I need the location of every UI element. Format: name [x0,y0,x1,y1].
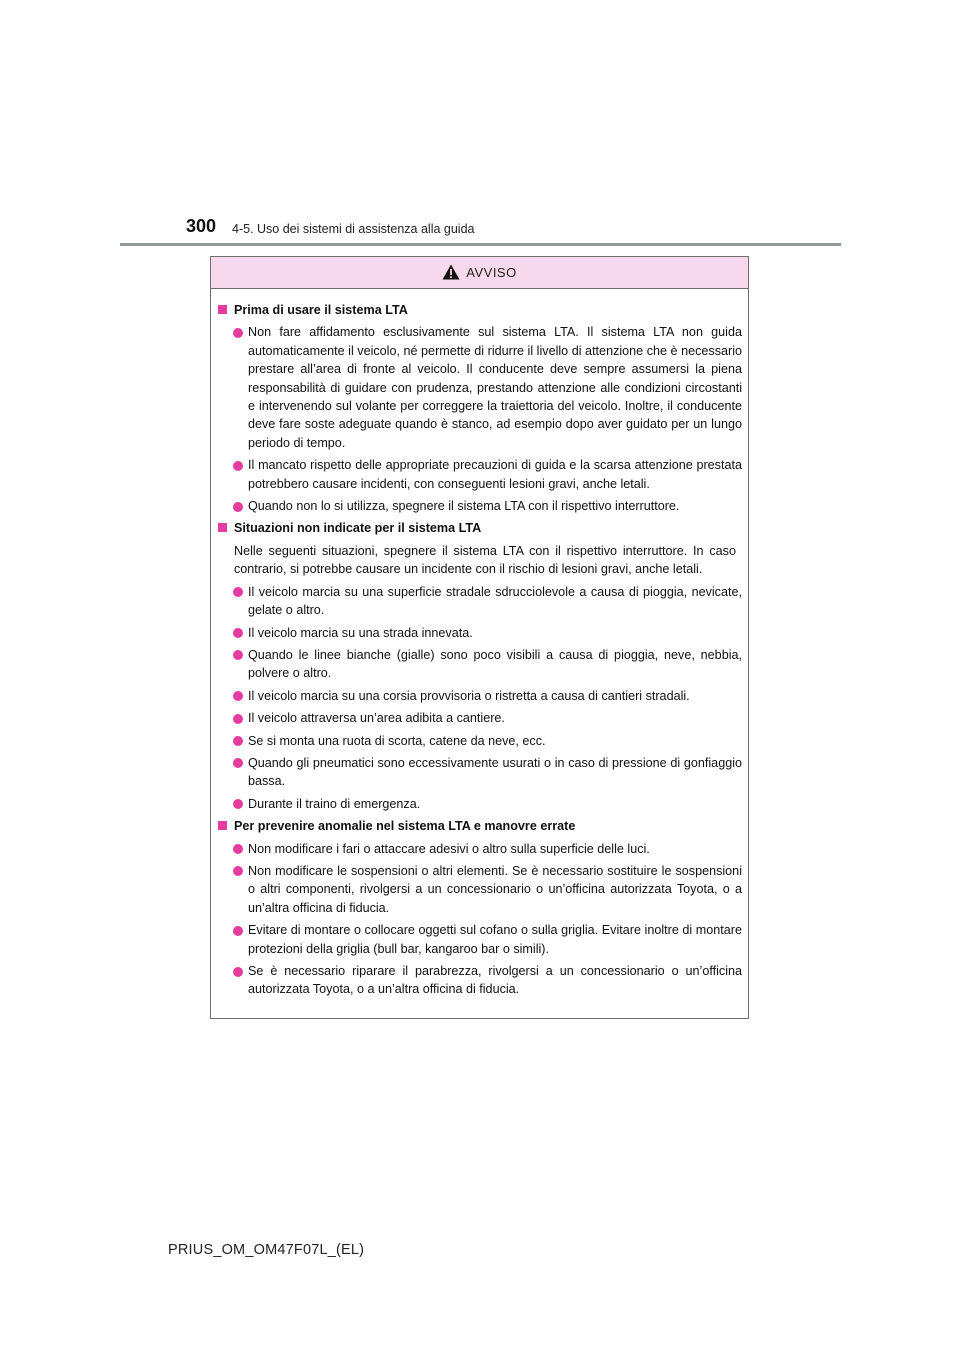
bullet-text: Se si monta una ruota di scorta, catene da neve, ecc. [248,733,546,748]
section-heading [217,519,742,537]
bullet-item [217,624,742,642]
bullet-item [217,583,742,620]
bullet-item [217,962,742,999]
bullet-item [217,456,742,493]
bullet-text: Il veicolo marcia su una corsia provvisoria o ristretta a causa di cantieri stradali. [248,688,690,703]
bullet-item [217,862,742,917]
warning-triangle-icon [442,264,460,280]
bullet-dot-icon [233,328,243,338]
square-bullet-icon [218,523,227,532]
bullet-text: Il mancato rispetto delle appropriate precauzioni di guida e la scarsa attenzione prestata potrebbero causare incidenti, con conseguenti lesioni gravi, anche letali. [248,458,742,491]
warning-header [211,257,748,289]
bullet-text: Durante il traino di emergenza. [248,796,421,811]
bullet-dot-icon [233,714,243,724]
header-divider [120,243,841,246]
bullet-dot-icon [233,650,243,660]
bullet-dot-icon [233,628,243,638]
bullet-text: Evitare di montare o collocare oggetti sul cofano o sulla griglia. Evitare inoltre di montare protezioni della griglia (bull bar, kangaroo bar o simili). [248,923,742,956]
bullet-item [217,323,742,452]
square-bullet-icon [218,821,227,830]
bullet-text: Non modificare i fari o attaccare adesivi o altro sulla superficie delle luci. [248,841,650,856]
warning-title: AVVISO [466,265,517,280]
bullet-dot-icon [233,866,243,876]
warning-box [210,256,749,1019]
bullet-dot-icon [233,844,243,854]
bullet-text: Non modificare le sospensioni o altri elementi. Se è necessario sostituire le sospensioni o altri componenti, rivolgersi a un concessionario o un’officina autorizzata Toyota, o a un’altra officina di fiducia. [248,863,742,915]
bullet-dot-icon [233,691,243,701]
bullet-item [217,732,742,750]
warning-section [217,301,742,515]
section-intro: Nelle seguenti situazioni, spegnere il sistema LTA con il rispettivo interruttore. In caso contrario, si potrebbe causare un incidente con il rischio di lesioni gravi, anche letali. [234,543,736,577]
bullet-dot-icon [233,967,243,977]
chapter-section-title: 4-5. Uso dei sistemi di assistenza alla guida [232,222,475,236]
bullet-dot-icon [233,502,243,512]
section-heading-text: Per prevenire anomalie nel sistema LTA e manovre errate [234,819,576,834]
bullet-text: Se è necessario riparare il parabrezza, rivolgersi a un concessionario o un’officina autorizzata Toyota, o a un’altra officina di fiducia. [248,964,742,997]
section-heading-text: Situazioni non indicate per il sistema LTA [234,521,482,536]
bullet-text: Il veicolo attraversa un’area adibita a cantiere. [248,711,505,726]
square-bullet-icon [218,305,227,314]
section-heading-text: Prima di usare il sistema LTA [234,303,408,317]
page-number: 300 [186,216,217,236]
bullet-item [217,646,742,683]
bullet-item [217,795,742,813]
bullet-text: Quando le linee bianche (gialle) sono poco visibili a causa di pioggia, neve, nebbia, polvere o altro. [248,647,742,681]
warning-body [211,289,748,999]
bullet-dot-icon [233,926,243,936]
section-heading [217,817,742,835]
bullet-text: Quando non lo si utilizza, spegnere il sistema LTA con il rispettivo interruttore. [248,499,680,514]
warning-section [217,519,742,813]
bullet-dot-icon [233,736,243,746]
bullet-item [217,687,742,705]
bullet-item [217,754,742,791]
bullet-text: Non fare affidamento esclusivamente sul sistema LTA. Il sistema LTA non guida automaticamente il veicolo, né permette di ridurre il livello di attenzione che è necessario prestare all’area di fronte al veicolo. Il conducente deve sempre assumersi la piena responsabilità di guidare con prudenza, prestando attenzione alle condizioni circostanti e intervenendo sul volante per correggere la traiettoria del veicolo. Inoltre, il conducente deve fare soste adeguate quando è stanco, ad esempio dopo aver guidato per un lungo periodo di tempo. [248,325,742,450]
bullet-dot-icon [233,461,243,471]
bullet-dot-icon [233,799,243,809]
section-heading [217,301,742,319]
bullet-text: Quando gli pneumatici sono eccessivamente usurati o in caso di pressione di gonfiaggio bassa. [248,755,742,789]
warning-section [217,817,742,999]
bullet-text: Il veicolo marcia su una strada innevata. [248,625,473,640]
bullet-dot-icon [233,758,243,768]
bullet-text: Il veicolo marcia su una superficie stradale sdrucciolevole a causa di pioggia, nevicate, gelate o altro. [248,584,742,618]
bullet-dot-icon [233,587,243,597]
bullet-item [217,497,742,515]
bullet-item [217,840,742,858]
bullet-item [217,921,742,958]
document-code: PRIUS_OM_OM47F07L_(EL) [168,1242,365,1258]
bullet-item [217,709,742,727]
